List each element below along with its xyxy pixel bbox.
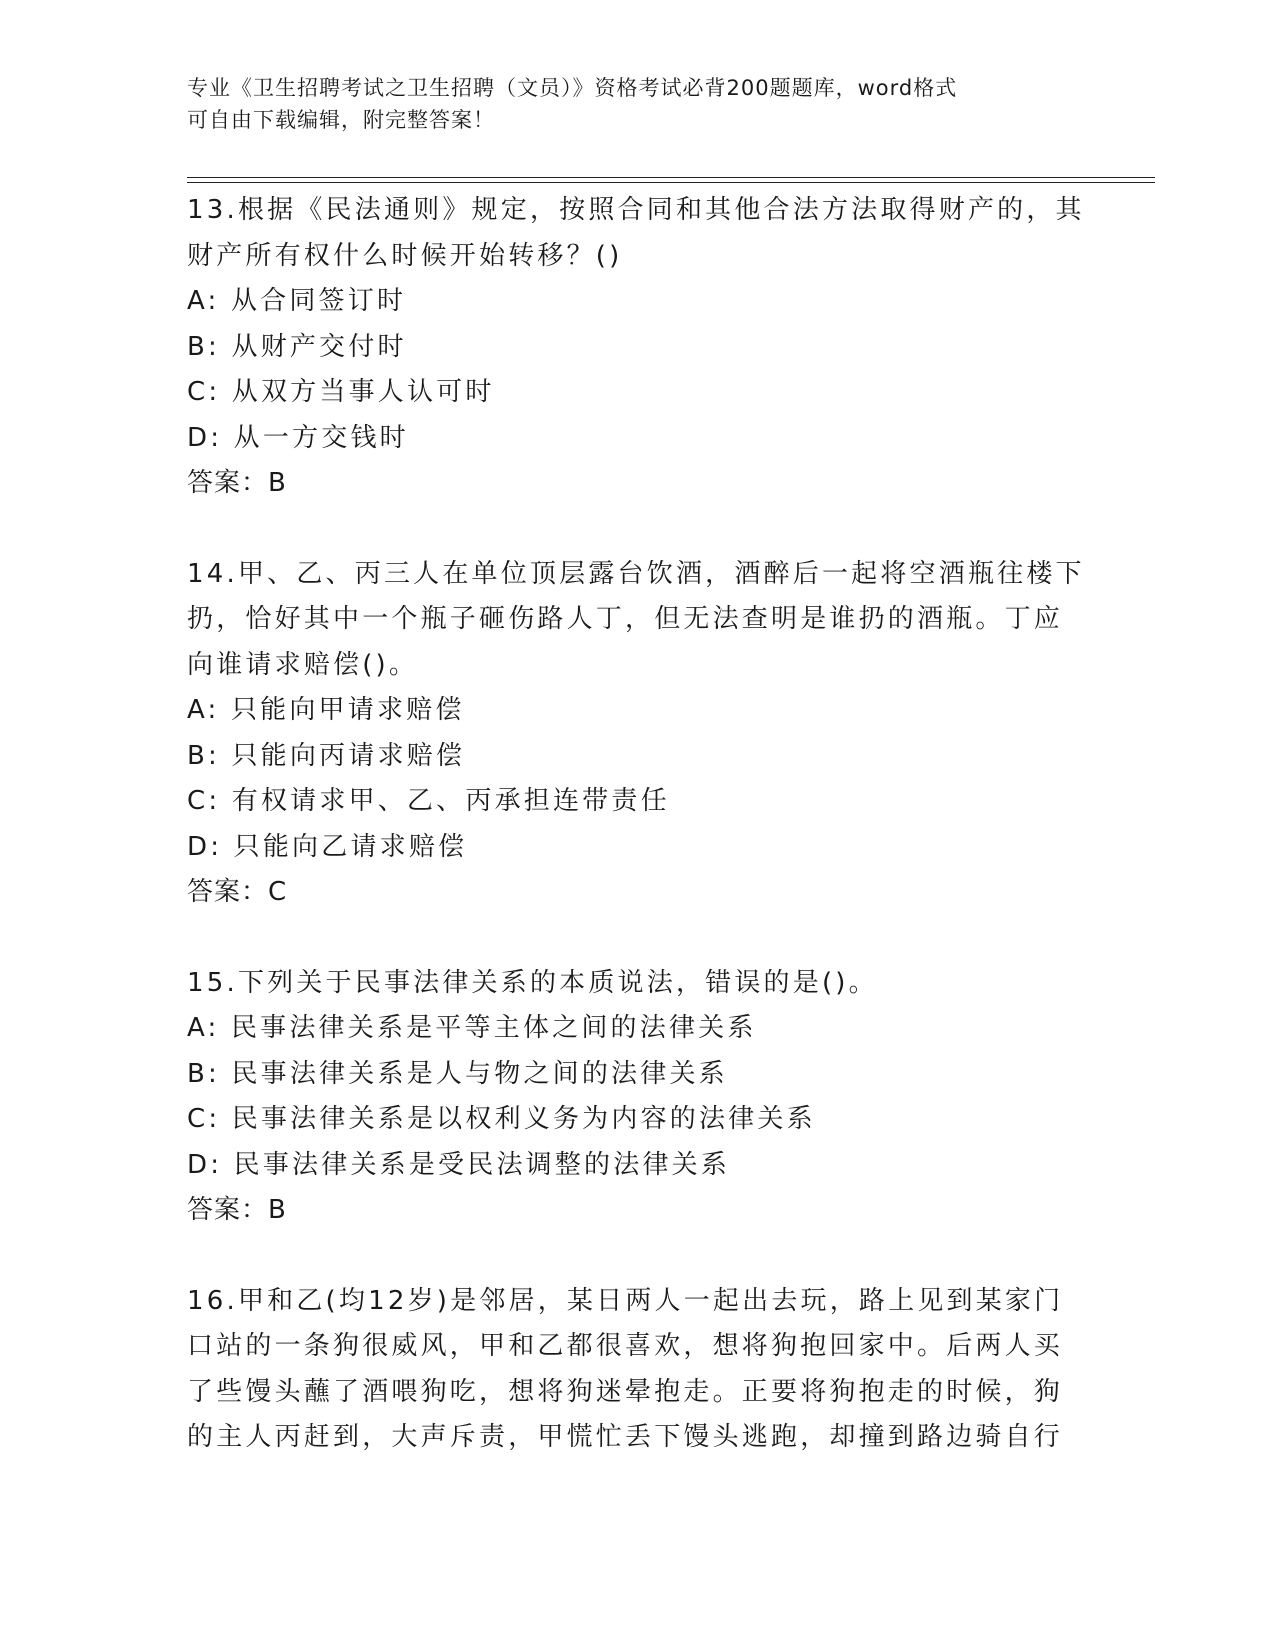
question-stem-line: 13.根据《民法通则》规定，按照合同和其他合法方法取得财产的，其: [187, 195, 1085, 225]
header-divider-bottom: [187, 182, 1155, 183]
option-b: B: 只能向丙请求赔偿: [187, 740, 466, 771]
answer-text: 答案：B: [187, 468, 287, 498]
header-divider-top: [187, 177, 1155, 178]
header-line-1: 专业《卫生招聘考试之卫生招聘（文员）》资格考试必背200题题库，word格式: [187, 76, 958, 100]
option-c: C: 从双方当事人认可时: [187, 377, 495, 407]
question-stem-line: 向谁请求赔偿()。: [187, 649, 419, 680]
option-d: D: 只能向乙请求赔偿: [187, 831, 468, 862]
option-a: A: 只能向甲请求赔偿: [187, 695, 465, 725]
question-stem-line: 扔，恰好其中一个瓶子砸伤路人丁，但无法查明是谁扔的酒瓶。丁应: [187, 604, 1064, 634]
question-stem-line: 的主人丙赶到，大声斥责，甲慌忙丢下馒头逃跑，却撞到路边骑自行: [187, 1422, 1064, 1452]
question-14: [187, 552, 1087, 916]
option-a: A: 从合同签订时: [187, 286, 407, 316]
answer-text: 答案：B: [187, 1195, 287, 1225]
document-header: [187, 72, 1067, 136]
answer-text: 答案：C: [187, 877, 288, 907]
question-15: [187, 961, 1087, 1234]
question-13: [187, 188, 1087, 507]
question-stem-line: 14.甲、乙、丙三人在单位顶层露台饮酒，酒醉后一起将空酒瓶往楼下: [187, 558, 1085, 589]
question-stem-line: 口站的一条狗很威风，甲和乙都很喜欢，想将狗抱回家中。后两人买: [187, 1331, 1064, 1361]
option-d: D: 民事法律关系是受民法调整的法律关系: [187, 1149, 731, 1180]
header-line-2: 可自由下载编辑，附完整答案！: [187, 108, 495, 132]
question-stem-line: 了些馒头蘸了酒喂狗吃，想将狗迷晕抱走。正要将狗抱走的时候，狗: [187, 1376, 1064, 1407]
question-stem-line: 财产所有权什么时候开始转移？(): [187, 240, 623, 271]
question-stem-line: 15.下列关于民事法律关系的本质说法，错误的是()。: [187, 967, 878, 998]
question-stem-line: 16.甲和乙(均12岁)是邻居，某日两人一起出去玩，路上见到某家门: [187, 1285, 1064, 1316]
option-a: A: 民事法律关系是平等主体之间的法律关系: [187, 1013, 757, 1043]
option-c: C: 民事法律关系是以权利义务为内容的法律关系: [187, 1104, 816, 1134]
option-b: B: 民事法律关系是人与物之间的法律关系: [187, 1058, 728, 1089]
question-list: [187, 188, 1087, 1461]
option-d: D: 从一方交钱时: [187, 422, 409, 453]
option-c: C: 有权请求甲、乙、丙承担连带责任: [187, 786, 670, 816]
option-b: B: 从财产交付时: [187, 331, 407, 362]
question-16: [187, 1279, 1087, 1461]
